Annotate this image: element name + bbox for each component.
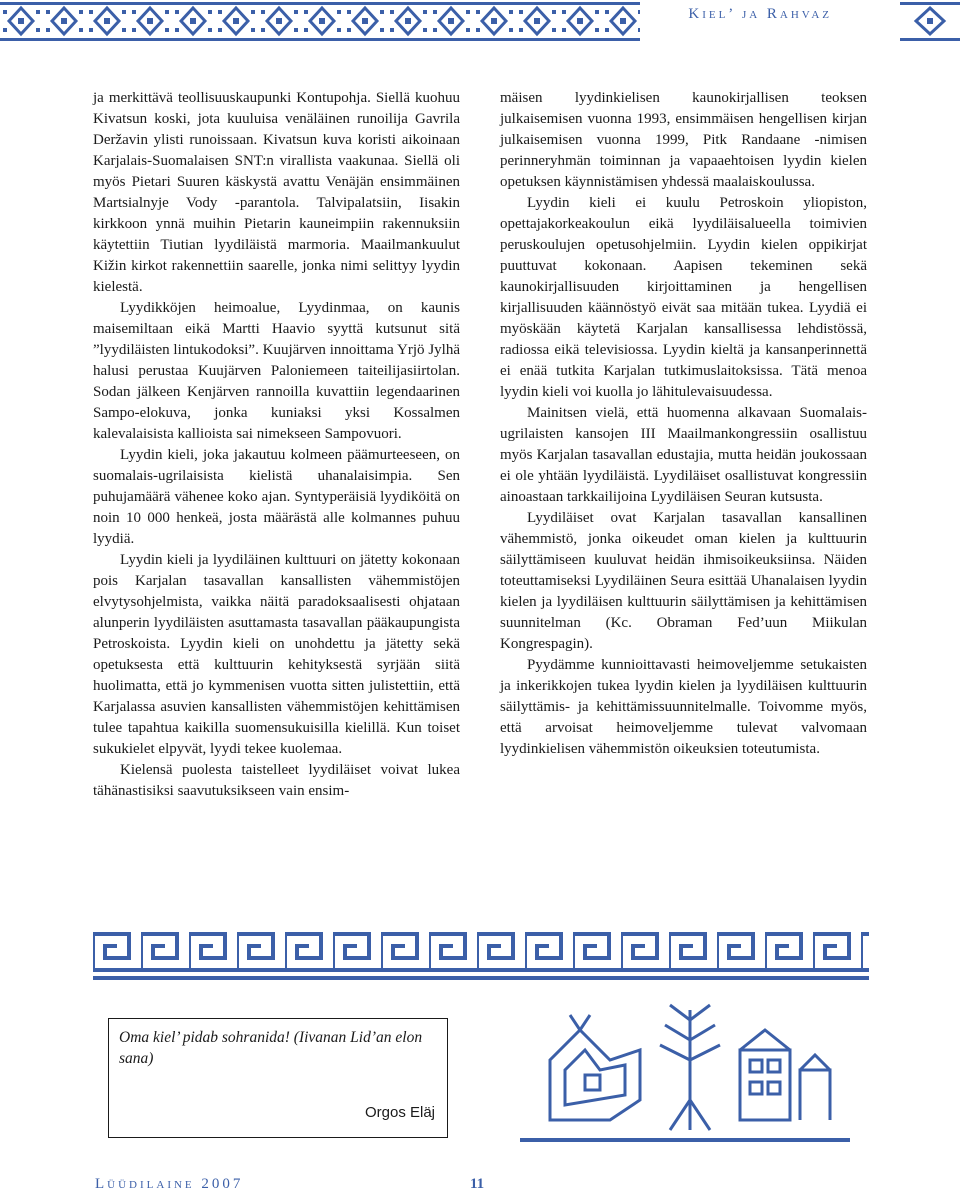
embroidery-artwork (490, 990, 870, 1150)
quote-author: Orgos Eläj (364, 1104, 435, 1121)
bird-embroidery-icon (550, 1015, 640, 1120)
article-column-right (500, 88, 867, 760)
paragraph: Lyydin kieli ei kuulu Petroskoin yliopiston, opettajakorkeakoulun eikä lyydiläisalueella toimivien peruskoulujen opetusohjelmiin. Lyydin kielen oppikirjat puuttuvat kokonaan. Aapisen tekeminen sekä kaunokirjallisuuden kirjoittaminen ja hengellisen kirjallisuuden käännöstyö eivät saa mitään tukea. Lyydiä ei myöskään käytetä Karjalan kansallisessa lehdistössä, radiossa eikä televisiossa. Lyydin kieltä ja kansanperinnettä ei enää tutkita Karjalan tutkimuslaitoksissa. Tätä menoa lyydin kieli voi kuolla jo lähitulevaisuudessa. (500, 195, 867, 400)
tree-embroidery-icon (660, 1005, 720, 1130)
paragraph: Lyydikköjen heimoalue, Lyydinmaa, on kaunis maisemiltaan eikä Martti Haavio syyttä kutsunut sitä ”lyydiläisten lintukodoksi”. Kuujärven innoittama Yrjö Jylhä halusi perustaa Kuujärven Paloniemeen taiteilijasiirtolan. Sodan jälkeen Kenjärven rannoilla kuvattiin legendaarinen Sampo-elokuva, jonka kuniaksi yksi Kossalmen kalevalaisista kallioista sai nimekseen Sampovuori. (93, 300, 460, 442)
paragraph: mäisen lyydinkielisen kaunokirjallisen teoksen julkaisemisen vuonna 1993, ensimmäisen hengellisen kirjan julkaisemisen vuonna 1999, Pitk Randaane -nimisen perinneryhmän toiminnan ja vapaaehtoisen lyydin kielen opetuksen käynnistämisen yhdessä maalaiskoulussa. (500, 90, 867, 190)
publication-name: Lüüdilaine 2007 (95, 1176, 244, 1192)
paragraph: Kielensä puolesta taistelleet lyydiläiset voivat lukea tähänastisiksi saavutuksikseen vain ensim- (93, 762, 460, 799)
karelian-ornament-border (93, 922, 869, 982)
article-column-left (93, 88, 460, 802)
quote-text: Oma kiel’ pidab sohranida! (Iivanan Lid’an elon sana) (119, 1029, 423, 1067)
paragraph: Pyydämme kunnioittavasti heimoveljemme setukaisten ja inkerikkojen tukea lyydin kielen ja lyydiläisen kulttuurin säilyttämis- ja kehittämissuunnitelmalle. Toivomme myös, että arvoisat heimoveljemme tulevat valvomaan lyydinkielisen vähemmistön oikeuksien toteutumista. (500, 657, 867, 757)
corner-ornament-icon (900, 0, 960, 44)
page-number: 11 (470, 1176, 485, 1192)
paragraph: Mainitsen vielä, että huomenna alkavaan Suomalais-ugrilaisten kansojen III Maailmankongressiin osallistuu myös Karjalan tasavallan edustajia, mutta heidän joukossaan ei ole yhtään lyydiläistä. Lyydiläiset osallistuvat kongressiin ainoastaan tarkkailijoina Lyydiläisen Seuran kutsusta. (500, 405, 867, 505)
paragraph: ja merkittävä teollisuuskaupunki Kontupohja. Siellä kuohuu Kivatsun koski, jota kuuluisa venäläinen runoilija Gavrila Deržavin ylisti runoissaan. Kivatsun kuva koristi aikoinaan Karjalais-Suomalaisen SNT:n virallista vaakunaa. Siellä oli myös Pietari Suuren käskystä avattu Venäjän ensimmäinen Martsialnyje Vody -parantola. Talvipalatsiin, Iisakin kirkkoon ynnä muihin Pietarin kauneimpiin rakennuksiin käytettiin Tiutian lyydiläistä marmoria. Maailmankuulut Kižin kirkot rakennettiin saarelle, jonka nimi selittyy lyydin kielestä. (93, 90, 460, 295)
running-header-title: Kiel’ ja Rahvaz (688, 6, 832, 22)
tower-embroidery-icon (740, 1030, 830, 1120)
paragraph: Lyydin kieli, joka jakautuu kolmeen päämurteeseen, on suomalais-ugrilaisista kielistä uhanalaisimpia. Sen puhujamäärä vähenee koko ajan. Syntyperäisiä lyydiköitä on noin 10 000 henkeä, josta määrästä alle kolmannes puhuu lyydiä. (93, 447, 460, 547)
paragraph: Lyydiläiset ovat Karjalan tasavallan kansallinen vähemmistö, jonka oikeudet oman kielen ja kulttuurin säilyttämiseen kuuluvat heidän ihmisoikeuksiinsa. Näiden toteuttamiseksi Lyydiläinen Seura esittää Uhanalaisen lyydin kielen ja lyydiläisen kulttuurin säilyttämisen ja kehittämisen suunnitelman (Kc. Obraman Fed’uun Miikulan Kongrespagin). (500, 510, 867, 652)
quote-box (108, 1018, 448, 1138)
paragraph: Lyydin kieli ja lyydiläinen kulttuuri on jätetty kokonaan pois Karjalan tasavallan kansallisten vähemmistöjen elvytysohjelmista, vaikka näitä paradoksaalisesti ohjataan alunperin lyydiläisten asuttamasta tasavallan pääkaupungista Petroskoista. Lyydin kieli on unohdettu ja jätetty sekä opetuksesta että kulttuurin kehityksestä syrjään siitä huolimatta, että jo kymmenisen vuotta sitten julistettiin, että Karjalassa asuvien kansallisten vähemmistöjen kehittämisen tulee tapahtua kaikilla suomensukuisilla kielillä. Kun toiset sukukielet elpyvät, lyydi tekee kuolemaa. (93, 552, 460, 757)
